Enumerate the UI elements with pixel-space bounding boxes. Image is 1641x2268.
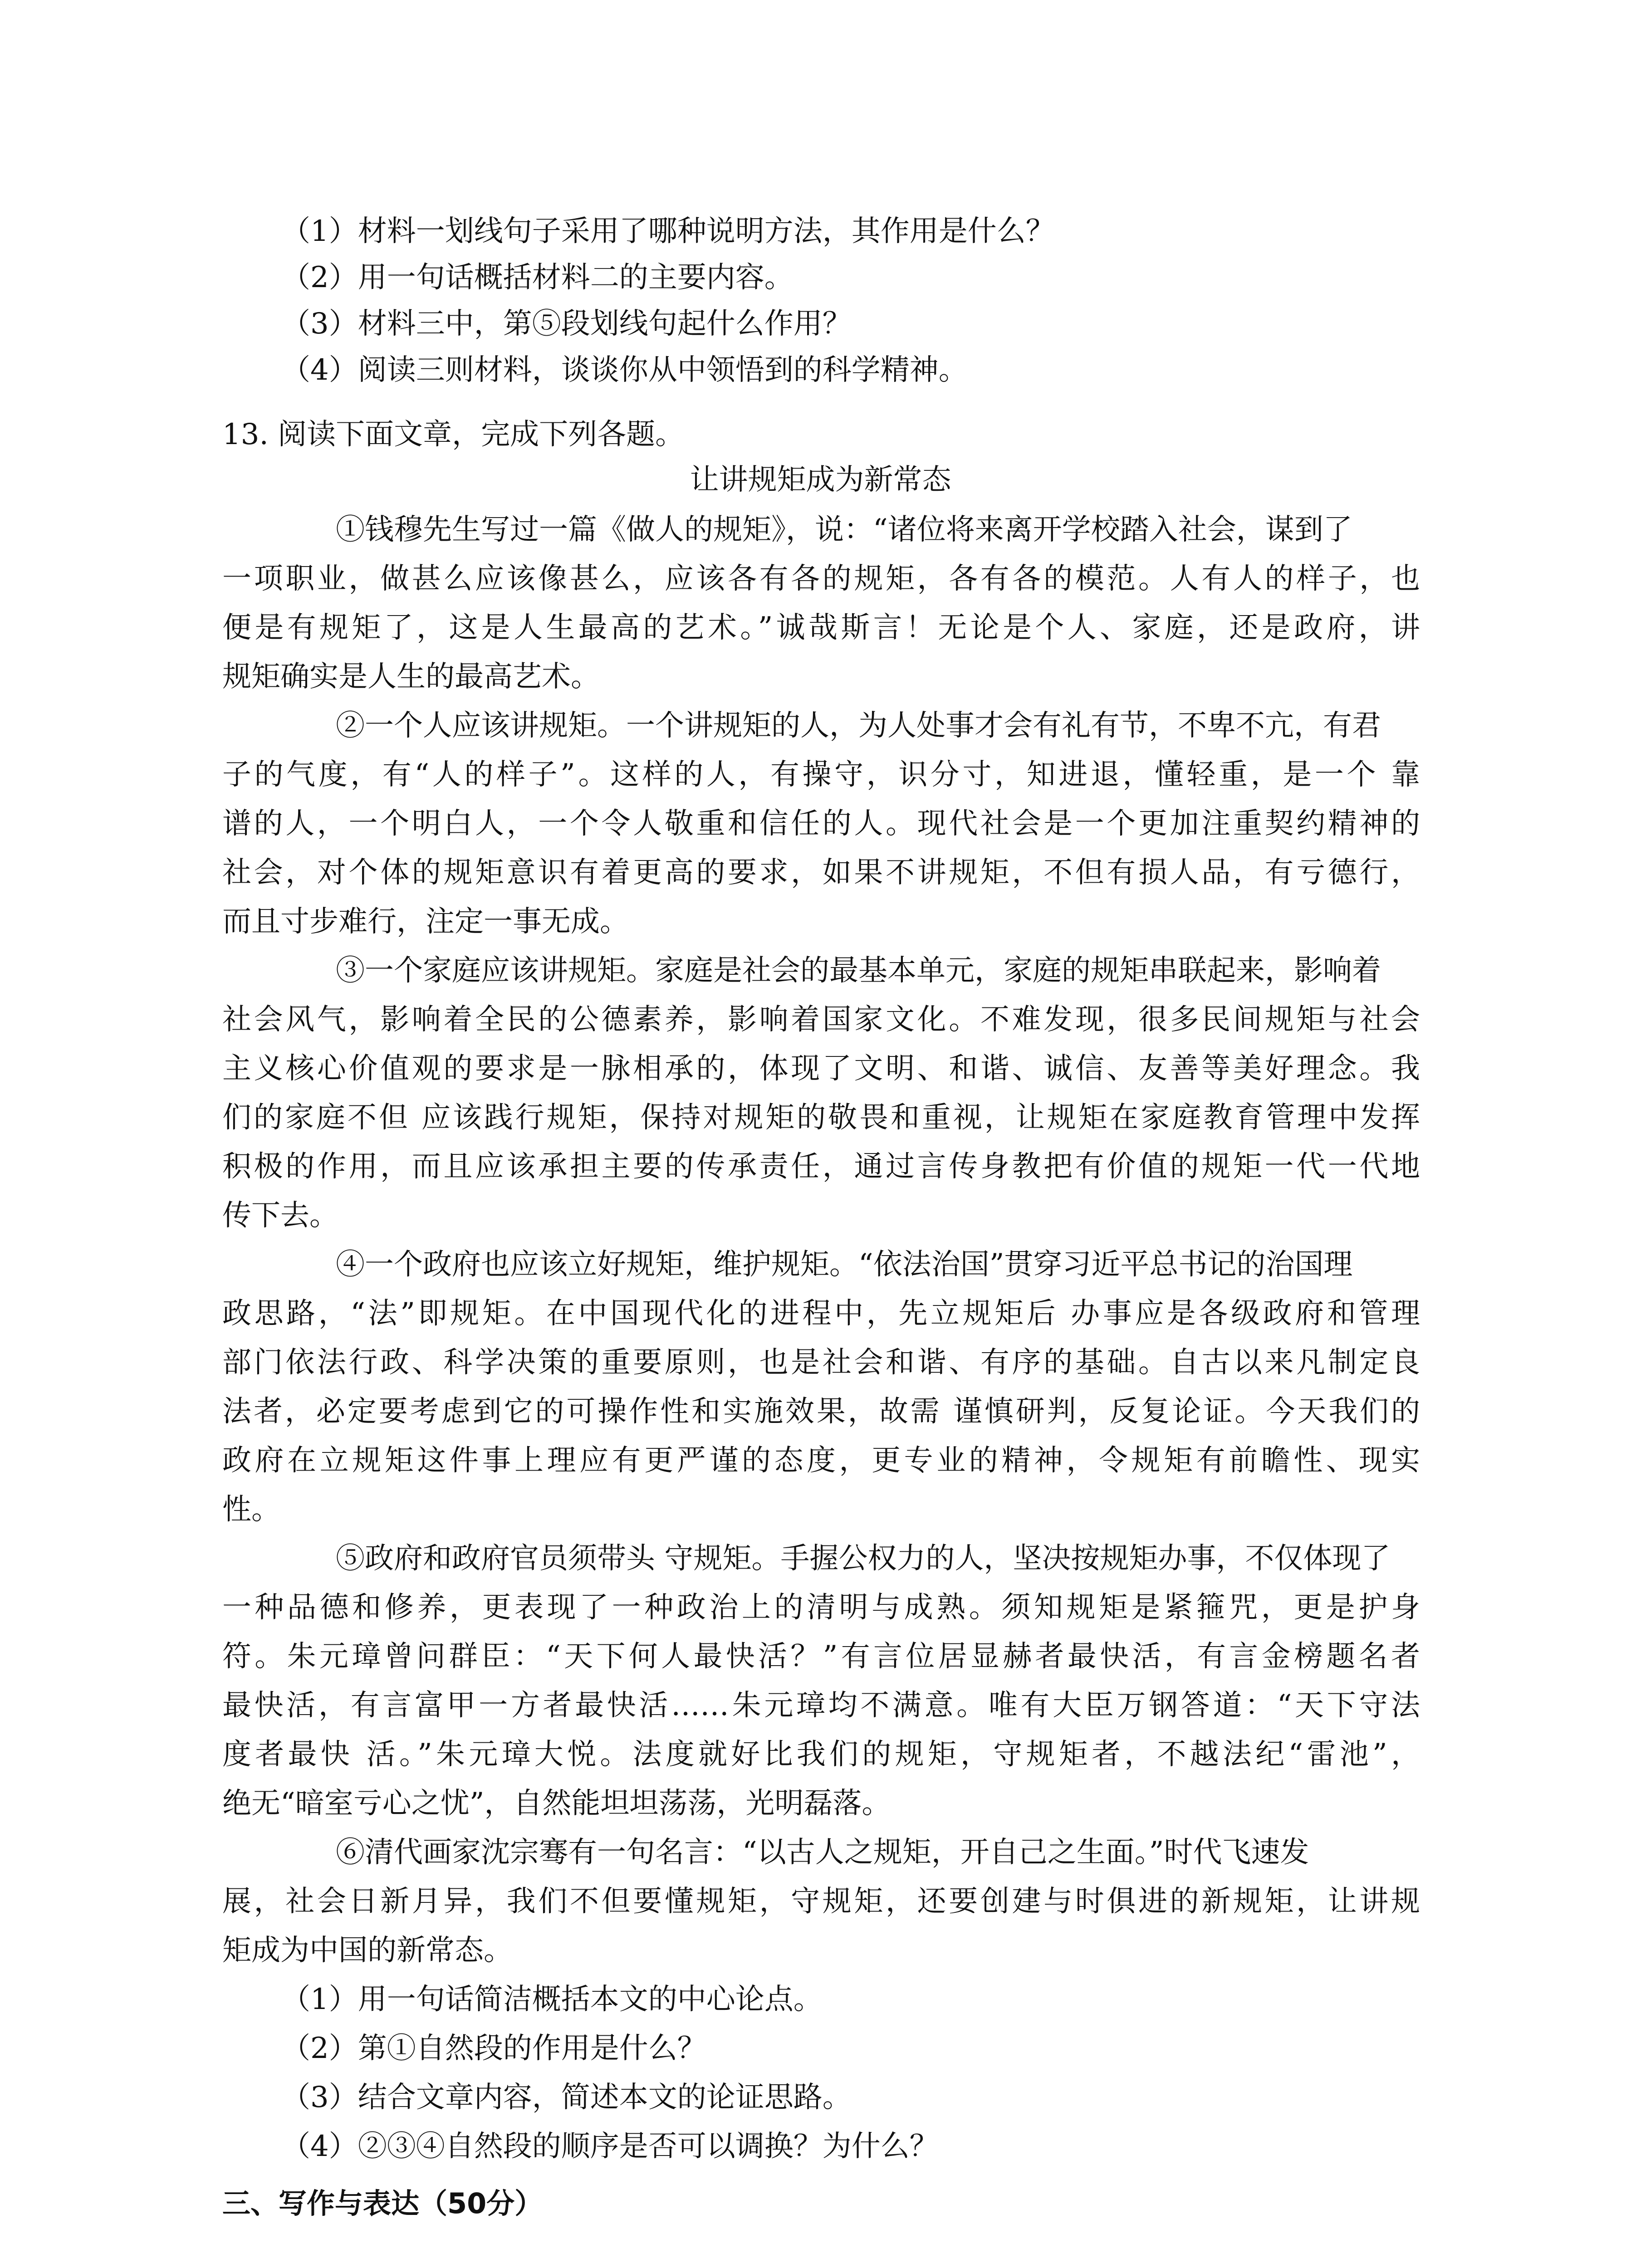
article-line: 一项职业，做甚么应该像甚么，应该各有各的规矩，各有各的模范。人有人的样子，也 xyxy=(222,562,1420,596)
article-line: ④一个政府也应该立好规矩，维护规矩。“依法治国”贯穿习近平总书记的治国理 xyxy=(336,1248,1353,1281)
article-line: 积极的作用，而且应该承担主要的传承责任，通过言传身教把有价值的规矩一代一代地 xyxy=(222,1150,1420,1183)
article-line: 展，社会日新月异，我们不但要懂规矩，守规矩，还要创建与时俱进的新规矩，让讲规 xyxy=(222,1885,1420,1918)
article-line: 传下去。 xyxy=(222,1199,338,1232)
question-1: （1）材料一划线句子采用了哪种说明方法，其作用是什么？ xyxy=(281,215,1055,248)
question-13-intro: 13. 阅读下面文章，完成下列各题。 xyxy=(222,418,685,451)
article-line: 规矩确实是人生的最高艺术。 xyxy=(222,660,600,694)
article-line: ①钱穆先生写过一篇《做人的规矩》，说：“诸位将来离开学校踏入社会，谋到了 xyxy=(336,513,1352,547)
article-line: ⑥清代画家沈宗骞有一句名言：“以古人之规矩，开自己之生面。”时代飞速发 xyxy=(336,1836,1309,1869)
question-13-3: （3）结合文章内容，简述本文的论证思路。 xyxy=(281,2081,852,2114)
article-line: 度者最快 活。”朱元璋大悦。法度就好比我们的规矩，守规矩者，不越法纪“雷池”， xyxy=(222,1738,1420,1771)
article-line: 政府在立规矩这件事上理应有更严谨的态度，更专业的精神，令规矩有前瞻性、现实 xyxy=(222,1444,1420,1477)
article-line: ⑤政府和政府官员须带头 守规矩。手握公权力的人，坚决按规矩办事，不仅体现了 xyxy=(336,1542,1391,1575)
question-3: （3）材料三中，第⑤段划线句起什么作用？ xyxy=(281,307,852,341)
article-title: 让讲规矩成为新常态 xyxy=(690,463,951,497)
question-4: （4）阅读三则材料，谈谈你从中领悟到的科学精神。 xyxy=(281,353,968,387)
article-line: 主义核心价值观的要求是一脉相承的，体现了文明、和谐、诚信、友善等美好理念。我 xyxy=(222,1052,1420,1085)
article-line: 政思路，“法”即规矩。在中国现代化的进程中，先立规矩后 办事应是各级政府和管理 xyxy=(222,1297,1420,1330)
article-line: 矩成为中国的新常态。 xyxy=(222,1934,513,1967)
question-13-2: （2）第①自然段的作用是什么？ xyxy=(281,2032,706,2065)
article-line: 社会，对个体的规矩意识有着更高的要求，如果不讲规矩，不但有损人品，有亏德行， xyxy=(222,856,1420,890)
article-line: 们的家庭不但 应该践行规矩，保持对规矩的敬畏和重视，让规矩在家庭教育管理中发挥 xyxy=(222,1101,1420,1134)
article-line: ③一个家庭应该讲规矩。家庭是社会的最基本单元，家庭的规矩串联起来，影响着 xyxy=(336,954,1381,987)
article-line: 子的气度，有“人的样子”。这样的人，有操守，识分寸，知进退，懂轻重，是一个 靠 xyxy=(222,758,1420,792)
article-line: ②一个人应该讲规矩。一个讲规矩的人，为人处事才会有礼有节，不卑不亢，有君 xyxy=(336,709,1381,743)
article-line: 部门依法行政、科学决策的重要原则，也是社会和谐、有序的基础。自古以来凡制定良 xyxy=(222,1346,1420,1379)
article-line: 符。朱元璋曾问群臣：“天下何人最快活？”有言位居显赫者最快活，有言金榜题名者 xyxy=(222,1640,1420,1673)
question-13-1: （1）用一句话简洁概括本文的中心论点。 xyxy=(281,1983,823,2016)
article-line: 社会风气，影响着全民的公德素养，影响着国家文化。不难发现，很多民间规矩与社会 xyxy=(222,1003,1420,1036)
article-line: 谱的人，一个明白人，一个令人敬重和信任的人。现代社会是一个更加注重契约精神的 xyxy=(222,807,1420,841)
article-line: 性。 xyxy=(222,1493,280,1526)
article-line: 而且寸步难行，注定一事无成。 xyxy=(222,905,629,938)
article-line: 最快活，有言富甲一方者最快活……朱元璋均不满意。唯有大臣万钢答道：“天下守法 xyxy=(222,1689,1420,1722)
question-13-4: （4）②③④自然段的顺序是否可以调换？为什么？ xyxy=(281,2130,939,2163)
article-line: 绝无“暗室亏心之忧”，自然能坦坦荡荡，光明磊落。 xyxy=(222,1787,891,1820)
article-line: 一种品德和修养，更表现了一种政治上的清明与成熟。须知规矩是紧箍咒，更是护身 xyxy=(222,1591,1420,1624)
section-heading: 三、写作与表达（50分） xyxy=(222,2187,543,2220)
article-line: 法者，必定要考虑到它的可操作性和实施效果，故需 谨慎研判，反复论证。今天我们的 xyxy=(222,1395,1420,1428)
article-line: 便是有规矩了，这是人生最高的艺术。”诚哉斯言！无论是个人、家庭，还是政府，讲 xyxy=(222,611,1420,645)
question-2: （2）用一句话概括材料二的主要内容。 xyxy=(281,261,794,294)
